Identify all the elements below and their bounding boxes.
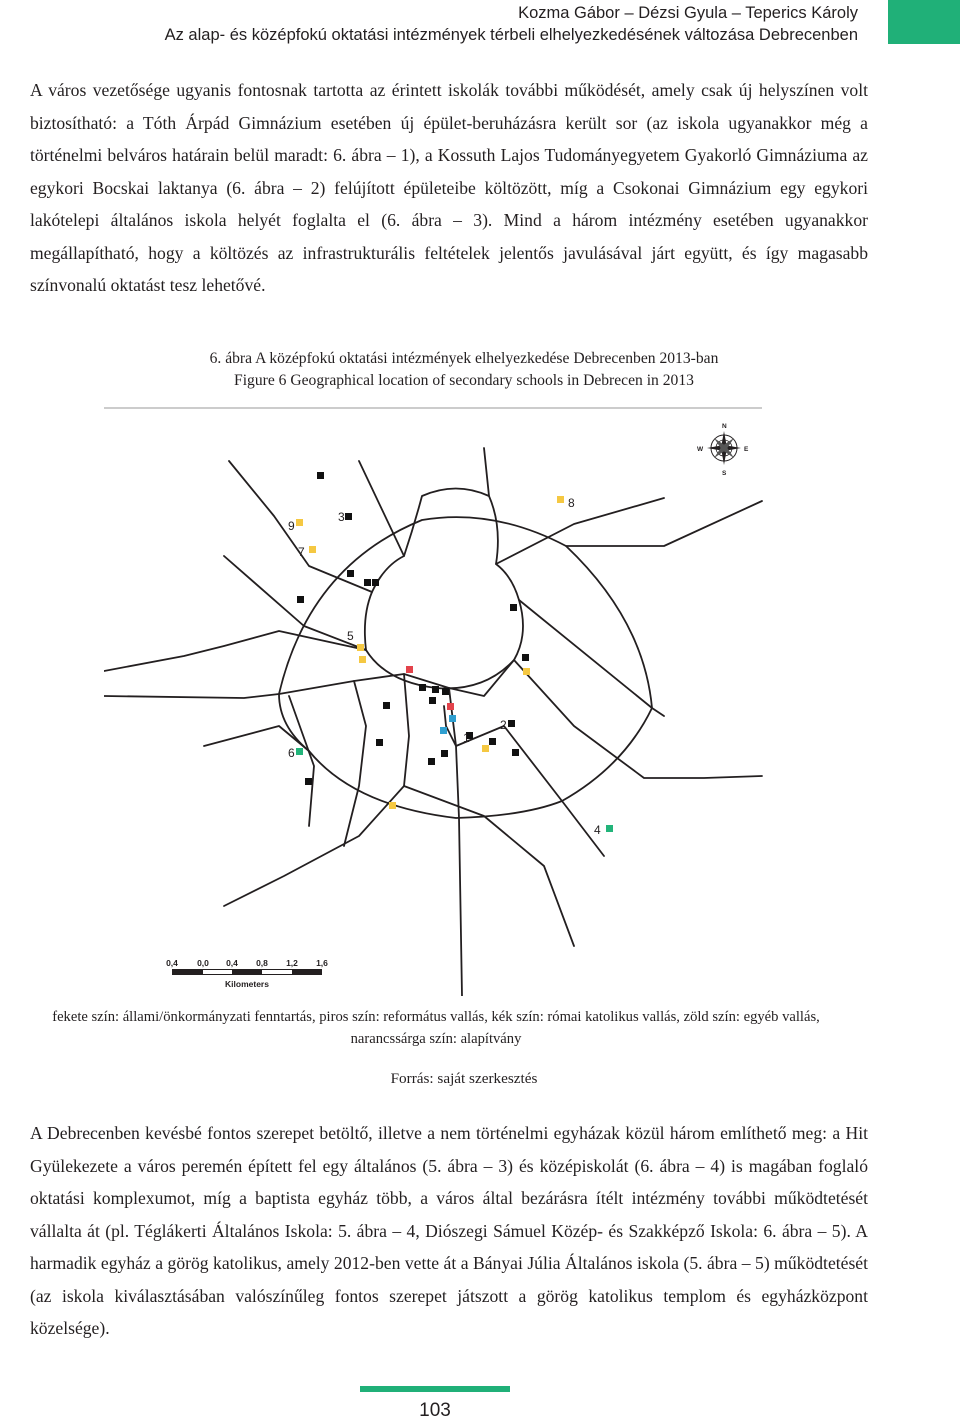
compass-n: N [722, 423, 727, 430]
school-number-labels [288, 496, 601, 837]
scale-tick-3: 0,8 [256, 958, 268, 968]
body-paragraph-2: A Debrecenben kevésbé fontos szerepet betöltő, illetve a nem történelmi egyházak közül három említhető meg: a Hit Gyülekezete a város peremén épített fel egy általános (5. ábra – 3) és középiskolát (6. ábra – 4) is magában foglaló oktatási komplexumot, míg a baptista egyház több, a város által bezárásra ítélt intézmény további működtetését vállalta át (pl. Téglákerti Általános Iskola: 5. ábra – 4, Diószegi Sámuel Közép- és Szakképző Iskola: 6. ábra – 5). A harmadik egyház a görög katolikus, amely 2012-ben vette át a Bányai Júlia Általános iskola (5. ábra – 5) működtetését (az iskola kiválasztásában valószínűleg fontos szerepet játszott a görög katolikus templom és egyházközpont közelsége). [30, 1123, 868, 1338]
school-markers [296, 472, 613, 832]
scale-tick-1: 0,0 [197, 958, 209, 968]
scale-tick-2: 0,4 [226, 958, 238, 968]
school-label-1: 1 [463, 731, 470, 745]
school-label-4: 4 [594, 823, 601, 837]
road-network [104, 448, 762, 996]
figure-source: Forrás: saját szerkesztés [390, 1070, 538, 1087]
school-marker [449, 715, 456, 722]
school-marker [429, 697, 436, 704]
school-marker [305, 778, 312, 785]
map-legend: fekete szín: állami/önkormányzati fenntartás, piros szín: református vallás, kék szín: római katolikus vallás, zöld szín: egyéb vallás, narancssárga szín: alapítvány [52, 1009, 820, 1047]
figure-caption-hu: 6. ábra A középfokú oktatási intézmények elhelyezkedése Debrecenben 2013-ban [209, 350, 719, 367]
header-authors: Kozma Gábor – Dézsi Gyula – Teperics Károly [518, 4, 858, 22]
compass-s: S [722, 470, 727, 477]
school-label-8: 8 [568, 496, 575, 510]
scale-tick-0: 0,4 [166, 958, 178, 968]
school-marker [359, 656, 366, 663]
school-marker [440, 727, 447, 734]
school-marker [364, 579, 371, 586]
school-label-2: 2 [500, 718, 507, 732]
school-marker [297, 596, 304, 603]
header-title: Az alap- és középfokú oktatási intézmények térbeli elhelyezkedésének változása Debrecenben [164, 26, 858, 44]
school-marker [345, 513, 352, 520]
compass-e: E [744, 446, 749, 453]
compass-w: W [697, 446, 704, 453]
school-label-9: 9 [288, 519, 295, 533]
school-marker [510, 604, 517, 611]
school-marker [357, 644, 364, 651]
school-marker [372, 579, 379, 586]
scale-tick-5: 1,6 [316, 958, 328, 968]
corner-accent [888, 0, 960, 44]
school-marker [508, 720, 515, 727]
school-marker [606, 825, 613, 832]
body-paragraph-1: A város vezetősége ugyanis fontosnak tartotta az érintett iskolák további működését, amely csak új helyszínen volt biztosítható: a Tóth Árpád Gimnázium esetében új épület-beruházásra került sor (az iskola ugyanakkor még a történelmi belváros határain belül maradt: 6. ábra – 1), a Kossuth Lajos Tudományegyetem Gyakorló Gimnáziuma az egykori Bocskai laktanya (6. ábra – 2) felújított épületeibe költözött, míg a Csokonai Gimnázium egy egykori lakótelepi általános iskola helyét foglalta el (6. ábra – 3). Mind a három intézmény esetében ugyanakkor megállapítható, hogy a költözés az infrastrukturális feltételek jelentős javulásával járt együtt, és így magasabb színvonalú oktatást tesz lehetővé. [30, 80, 868, 295]
school-marker [522, 654, 529, 661]
school-marker [557, 496, 564, 503]
school-marker [347, 570, 354, 577]
scale-unit: Kilometers [225, 979, 269, 989]
school-marker [489, 738, 496, 745]
school-marker [523, 668, 530, 675]
figure-caption-en: Figure 6 Geographical location of secondary schools in Debrecen in 2013 [234, 372, 694, 389]
school-marker [376, 739, 383, 746]
page-number-bar [360, 1386, 510, 1392]
school-marker [442, 688, 449, 695]
school-marker [482, 745, 489, 752]
school-marker [389, 802, 396, 809]
school-marker [419, 684, 426, 691]
running-header [165, 2, 858, 46]
school-label-5: 5 [347, 629, 354, 643]
school-marker [512, 749, 519, 756]
school-marker [447, 703, 454, 710]
school-label-3: 3 [338, 510, 345, 524]
school-marker [406, 666, 413, 673]
compass-rose [697, 423, 749, 477]
school-location-map [104, 406, 764, 996]
school-label-7: 7 [298, 545, 305, 559]
school-marker [428, 758, 435, 765]
figure-caption [30, 348, 898, 392]
school-marker [309, 546, 316, 553]
school-marker [296, 748, 303, 755]
school-marker [296, 519, 303, 526]
school-marker [383, 702, 390, 709]
scale-bar [166, 958, 328, 989]
school-marker [441, 750, 448, 757]
school-marker [432, 686, 439, 693]
school-marker [317, 472, 324, 479]
page-number: 103 [419, 1400, 451, 1421]
school-label-6: 6 [288, 746, 295, 760]
scale-tick-4: 1,2 [286, 958, 298, 968]
